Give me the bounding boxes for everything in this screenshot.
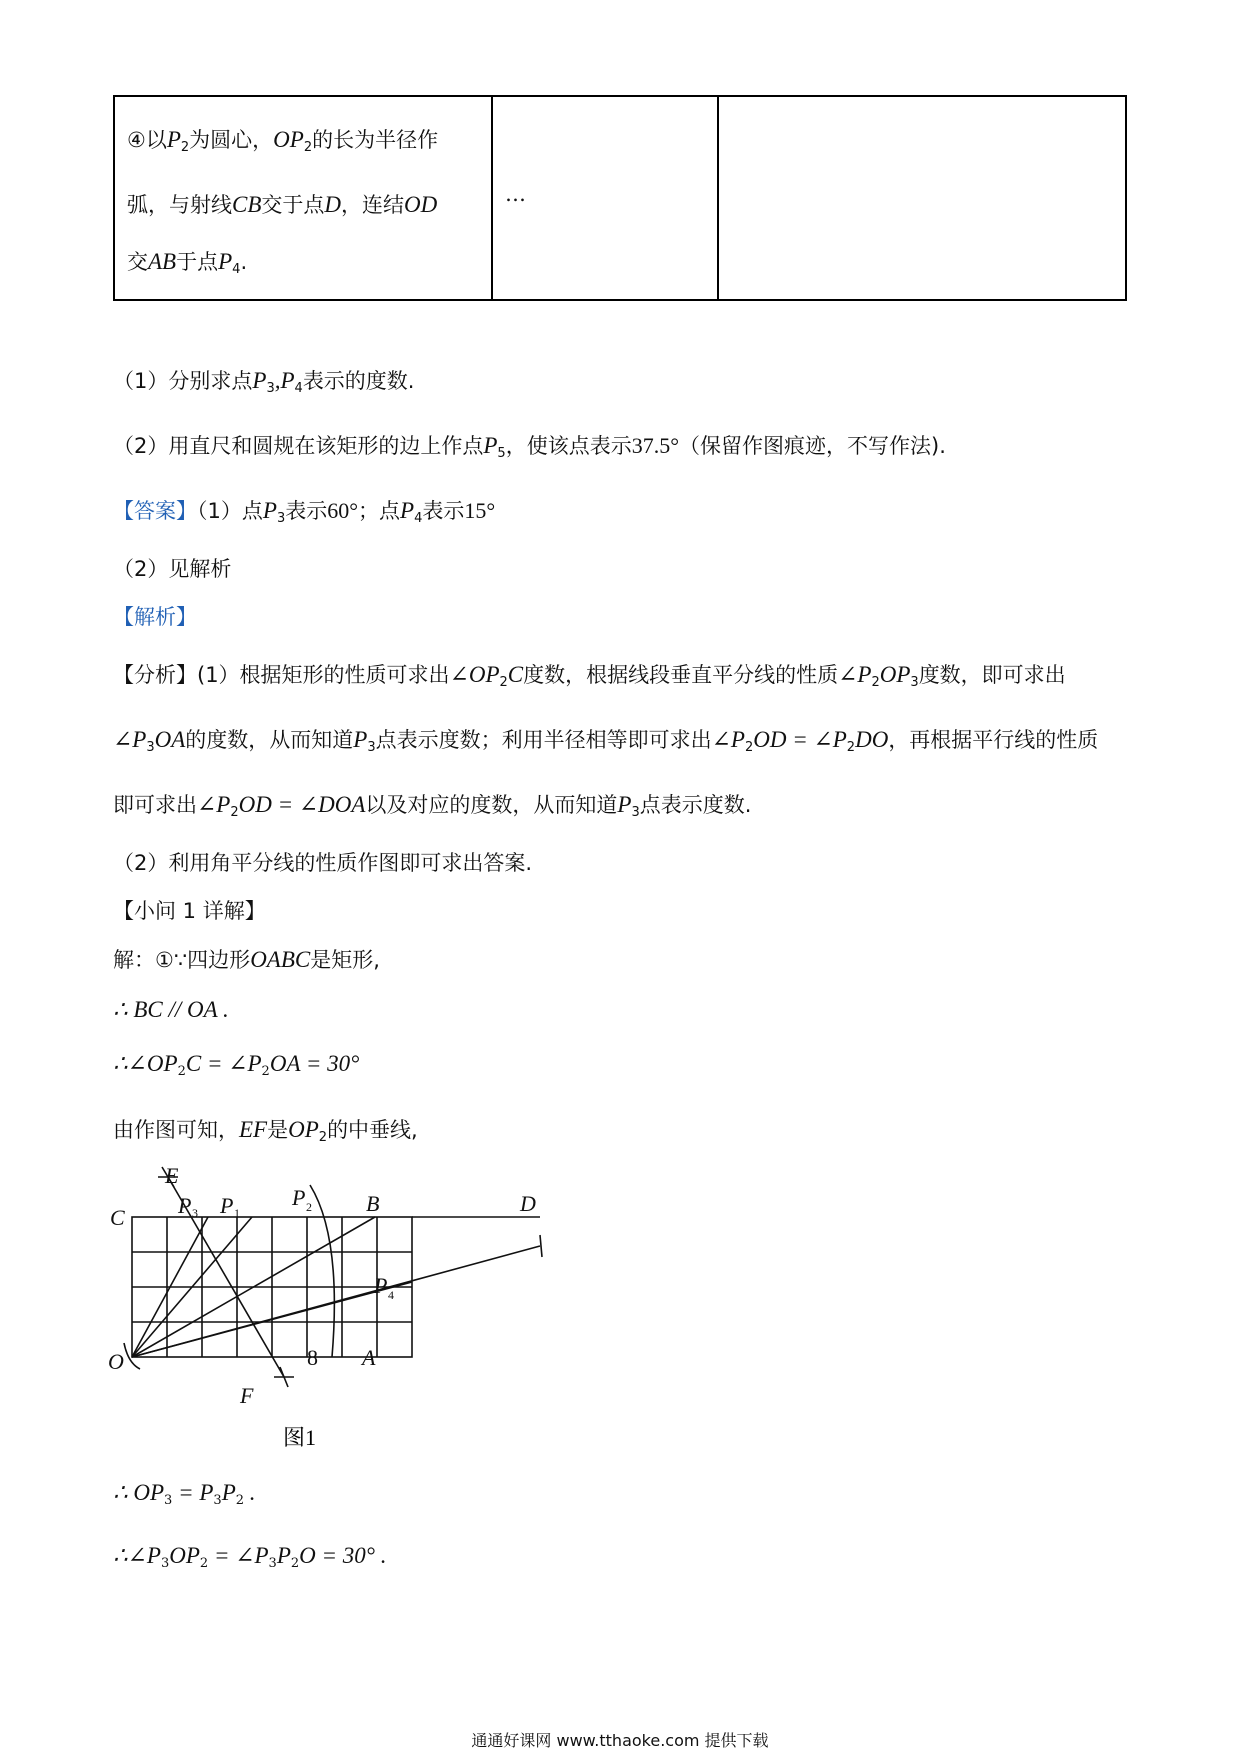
label-p2: P [292, 1185, 306, 1210]
label-f: F [240, 1383, 254, 1408]
math: DO [855, 727, 889, 752]
text: 的长为半径作 [312, 128, 439, 152]
answer-tag: 【答案】 [113, 499, 197, 523]
sub: 2 [744, 740, 754, 755]
label-p1: P [220, 1193, 234, 1218]
math: 15° [464, 498, 496, 523]
math: OA [154, 727, 186, 752]
math: EF [239, 1117, 268, 1142]
text: 即可求出 [113, 793, 197, 817]
ellipsis-cell [492, 96, 718, 300]
step4-line1 [127, 125, 491, 163]
math: OP [273, 127, 304, 152]
math: . [375, 1543, 387, 1568]
question-1 [113, 366, 415, 404]
math: P [218, 249, 233, 274]
text: （保留作图痕迹，不写作法). [679, 434, 946, 458]
math: 37.5° [631, 433, 680, 458]
sub: 3 [160, 1556, 170, 1571]
label-8: 8 [307, 1345, 318, 1370]
sub: 2 [499, 675, 508, 690]
math: ∠P [113, 727, 147, 752]
question-2 [113, 431, 946, 469]
math: P [617, 792, 632, 817]
analysis-line1 [113, 660, 1066, 698]
analysis-line3 [113, 790, 751, 828]
text: 是 [267, 1118, 289, 1142]
sub: 2 [846, 740, 856, 755]
math: ∠P [197, 792, 231, 817]
text: 交 [127, 250, 148, 274]
sub: 4 [294, 381, 303, 396]
step4-cell [114, 96, 492, 300]
text: ④以 [127, 128, 167, 152]
ellipsis: … [505, 182, 526, 206]
answer-2: （2）见解析 [113, 557, 232, 581]
step4-line3 [127, 247, 491, 285]
math: OD [404, 192, 438, 217]
text: 以及对应的度数，从而知道 [365, 793, 618, 817]
math: O = 30° [299, 1543, 375, 1568]
sub: 2 [199, 1556, 209, 1571]
label-o: O [108, 1349, 124, 1374]
footer-text: 通通好课网 www.tthaoke.com 提供下载 [471, 1731, 769, 1750]
text: 是矩形, [310, 948, 380, 972]
text: （1）分别求点 [113, 369, 253, 393]
analysis-tag: 【解析】 [113, 605, 197, 629]
arc-at-d [540, 1235, 542, 1257]
label-p3: P [178, 1193, 192, 1218]
grid [132, 1217, 412, 1357]
sub: 2 [230, 805, 239, 820]
sub: 3 [266, 381, 275, 396]
text: 于点 [176, 250, 219, 274]
text: 表示 [285, 499, 328, 523]
text: 弧，与射线 [127, 193, 232, 217]
label-p2-sub: 2 [306, 1200, 312, 1214]
solution-line6 [113, 1541, 387, 1579]
math: = ∠P [208, 1543, 269, 1568]
text: 【分析】(1）根据矩形的性质可求出 [113, 663, 450, 687]
segment-od [132, 1246, 540, 1357]
text: 表示 [422, 499, 465, 523]
sub: 2 [303, 140, 313, 155]
math: P [252, 368, 267, 393]
figure-1 [110, 1155, 570, 1455]
math: D [324, 192, 342, 217]
solution-line1 [113, 945, 380, 975]
math: AB [148, 249, 177, 274]
math: ∴ OP [113, 1480, 165, 1505]
text: ，连结 [341, 193, 405, 217]
sub: 2 [261, 1064, 270, 1079]
math: P [262, 498, 277, 523]
label-p4: P [374, 1273, 388, 1298]
sub: 4 [414, 511, 423, 526]
math: OABC [250, 947, 311, 972]
figure-labels [108, 1163, 536, 1408]
math: OP [879, 662, 911, 687]
math: = P [172, 1480, 214, 1505]
steps-table [113, 95, 1127, 301]
sub: 2 [177, 1064, 186, 1079]
text: 的中垂线, [327, 1118, 418, 1142]
text: 表示的度数. [302, 369, 415, 393]
text: （2）用直尺和圆规在该矩形的边上作点 [113, 434, 484, 458]
sub: 2 [290, 1556, 300, 1571]
text: 由作图可知， [113, 1118, 239, 1142]
label-e: E [165, 1163, 179, 1188]
math: ∠P [838, 662, 872, 687]
math: P [353, 727, 368, 752]
sub: 3 [164, 1493, 173, 1508]
text: . [240, 250, 248, 274]
sub: 5 [497, 446, 506, 461]
text: 交于点 [261, 193, 325, 217]
empty-cell [718, 96, 1126, 300]
label-c: C [110, 1205, 125, 1230]
math: ∠P [711, 727, 745, 752]
math: ,P [274, 368, 295, 393]
sub: 2 [180, 140, 190, 155]
math: P [483, 433, 498, 458]
solution-line5 [113, 1478, 256, 1516]
label-p3-sub: 3 [192, 1206, 198, 1220]
math: C = ∠P [185, 1051, 262, 1076]
text: ，使该点表示 [505, 434, 632, 458]
math: P [221, 1480, 236, 1505]
analysis-line4: （2）利用角平分线的性质作图即可求出答案. [113, 851, 533, 875]
sub: 3 [631, 805, 640, 820]
math: ∠OP [449, 662, 500, 687]
math: . [244, 1480, 256, 1505]
text: 度数，根据线段垂直平分线的性质 [523, 663, 839, 687]
math: OD = ∠P [753, 727, 847, 752]
sub: 3 [910, 675, 919, 690]
sub: 2 [318, 1130, 328, 1145]
math: CB [232, 192, 262, 217]
text: 的度数，从而知道 [185, 728, 354, 752]
text: 点表示度数；利用半径相等即可求出 [375, 728, 712, 752]
label-p4-sub: 4 [388, 1288, 394, 1302]
solution-line4 [113, 1115, 418, 1153]
sub: 3 [367, 740, 376, 755]
math: P [166, 127, 181, 152]
sub: 3 [276, 511, 286, 526]
label-p1-sub: 1 [234, 1206, 240, 1220]
label-a: A [362, 1345, 376, 1370]
sub: 3 [213, 1493, 222, 1508]
figure-caption: 图1 [283, 1425, 317, 1450]
math: ∴∠P [113, 1543, 161, 1568]
answer-1 [113, 496, 495, 534]
text: ；点 [358, 499, 401, 523]
label-b: B [366, 1191, 380, 1216]
solution-title: 【小问 1 详解】 [113, 899, 266, 923]
solution-line3 [113, 1049, 359, 1087]
sub: 2 [871, 675, 880, 690]
text: 点表示度数. [639, 793, 752, 817]
math: 60° [327, 498, 359, 523]
math: OD = ∠DOA [238, 792, 366, 817]
sub: 3 [268, 1556, 277, 1571]
text: 度数，即可求出 [918, 663, 1066, 687]
sub: 3 [146, 740, 155, 755]
analysis-line2 [113, 725, 1098, 763]
text: 解：①∵四边形 [113, 948, 251, 972]
math: ∴∠OP [113, 1051, 178, 1076]
math: P [276, 1543, 291, 1568]
arc-p2 [310, 1185, 334, 1357]
sub: 2 [235, 1493, 245, 1508]
label-d: D [520, 1191, 536, 1216]
math: OP [169, 1543, 200, 1568]
math: C [507, 662, 524, 687]
sub: 4 [232, 262, 241, 277]
step4-line2 [127, 190, 491, 220]
math: P [400, 498, 415, 523]
math: OP [288, 1117, 319, 1142]
text: （1）点 [197, 499, 263, 523]
math: OA = 30° [269, 1051, 360, 1076]
text: 为圆心， [189, 128, 274, 152]
text: ，再根据平行线的性质 [888, 728, 1099, 752]
solution-line2: ∴ BC // OA . [113, 997, 229, 1022]
